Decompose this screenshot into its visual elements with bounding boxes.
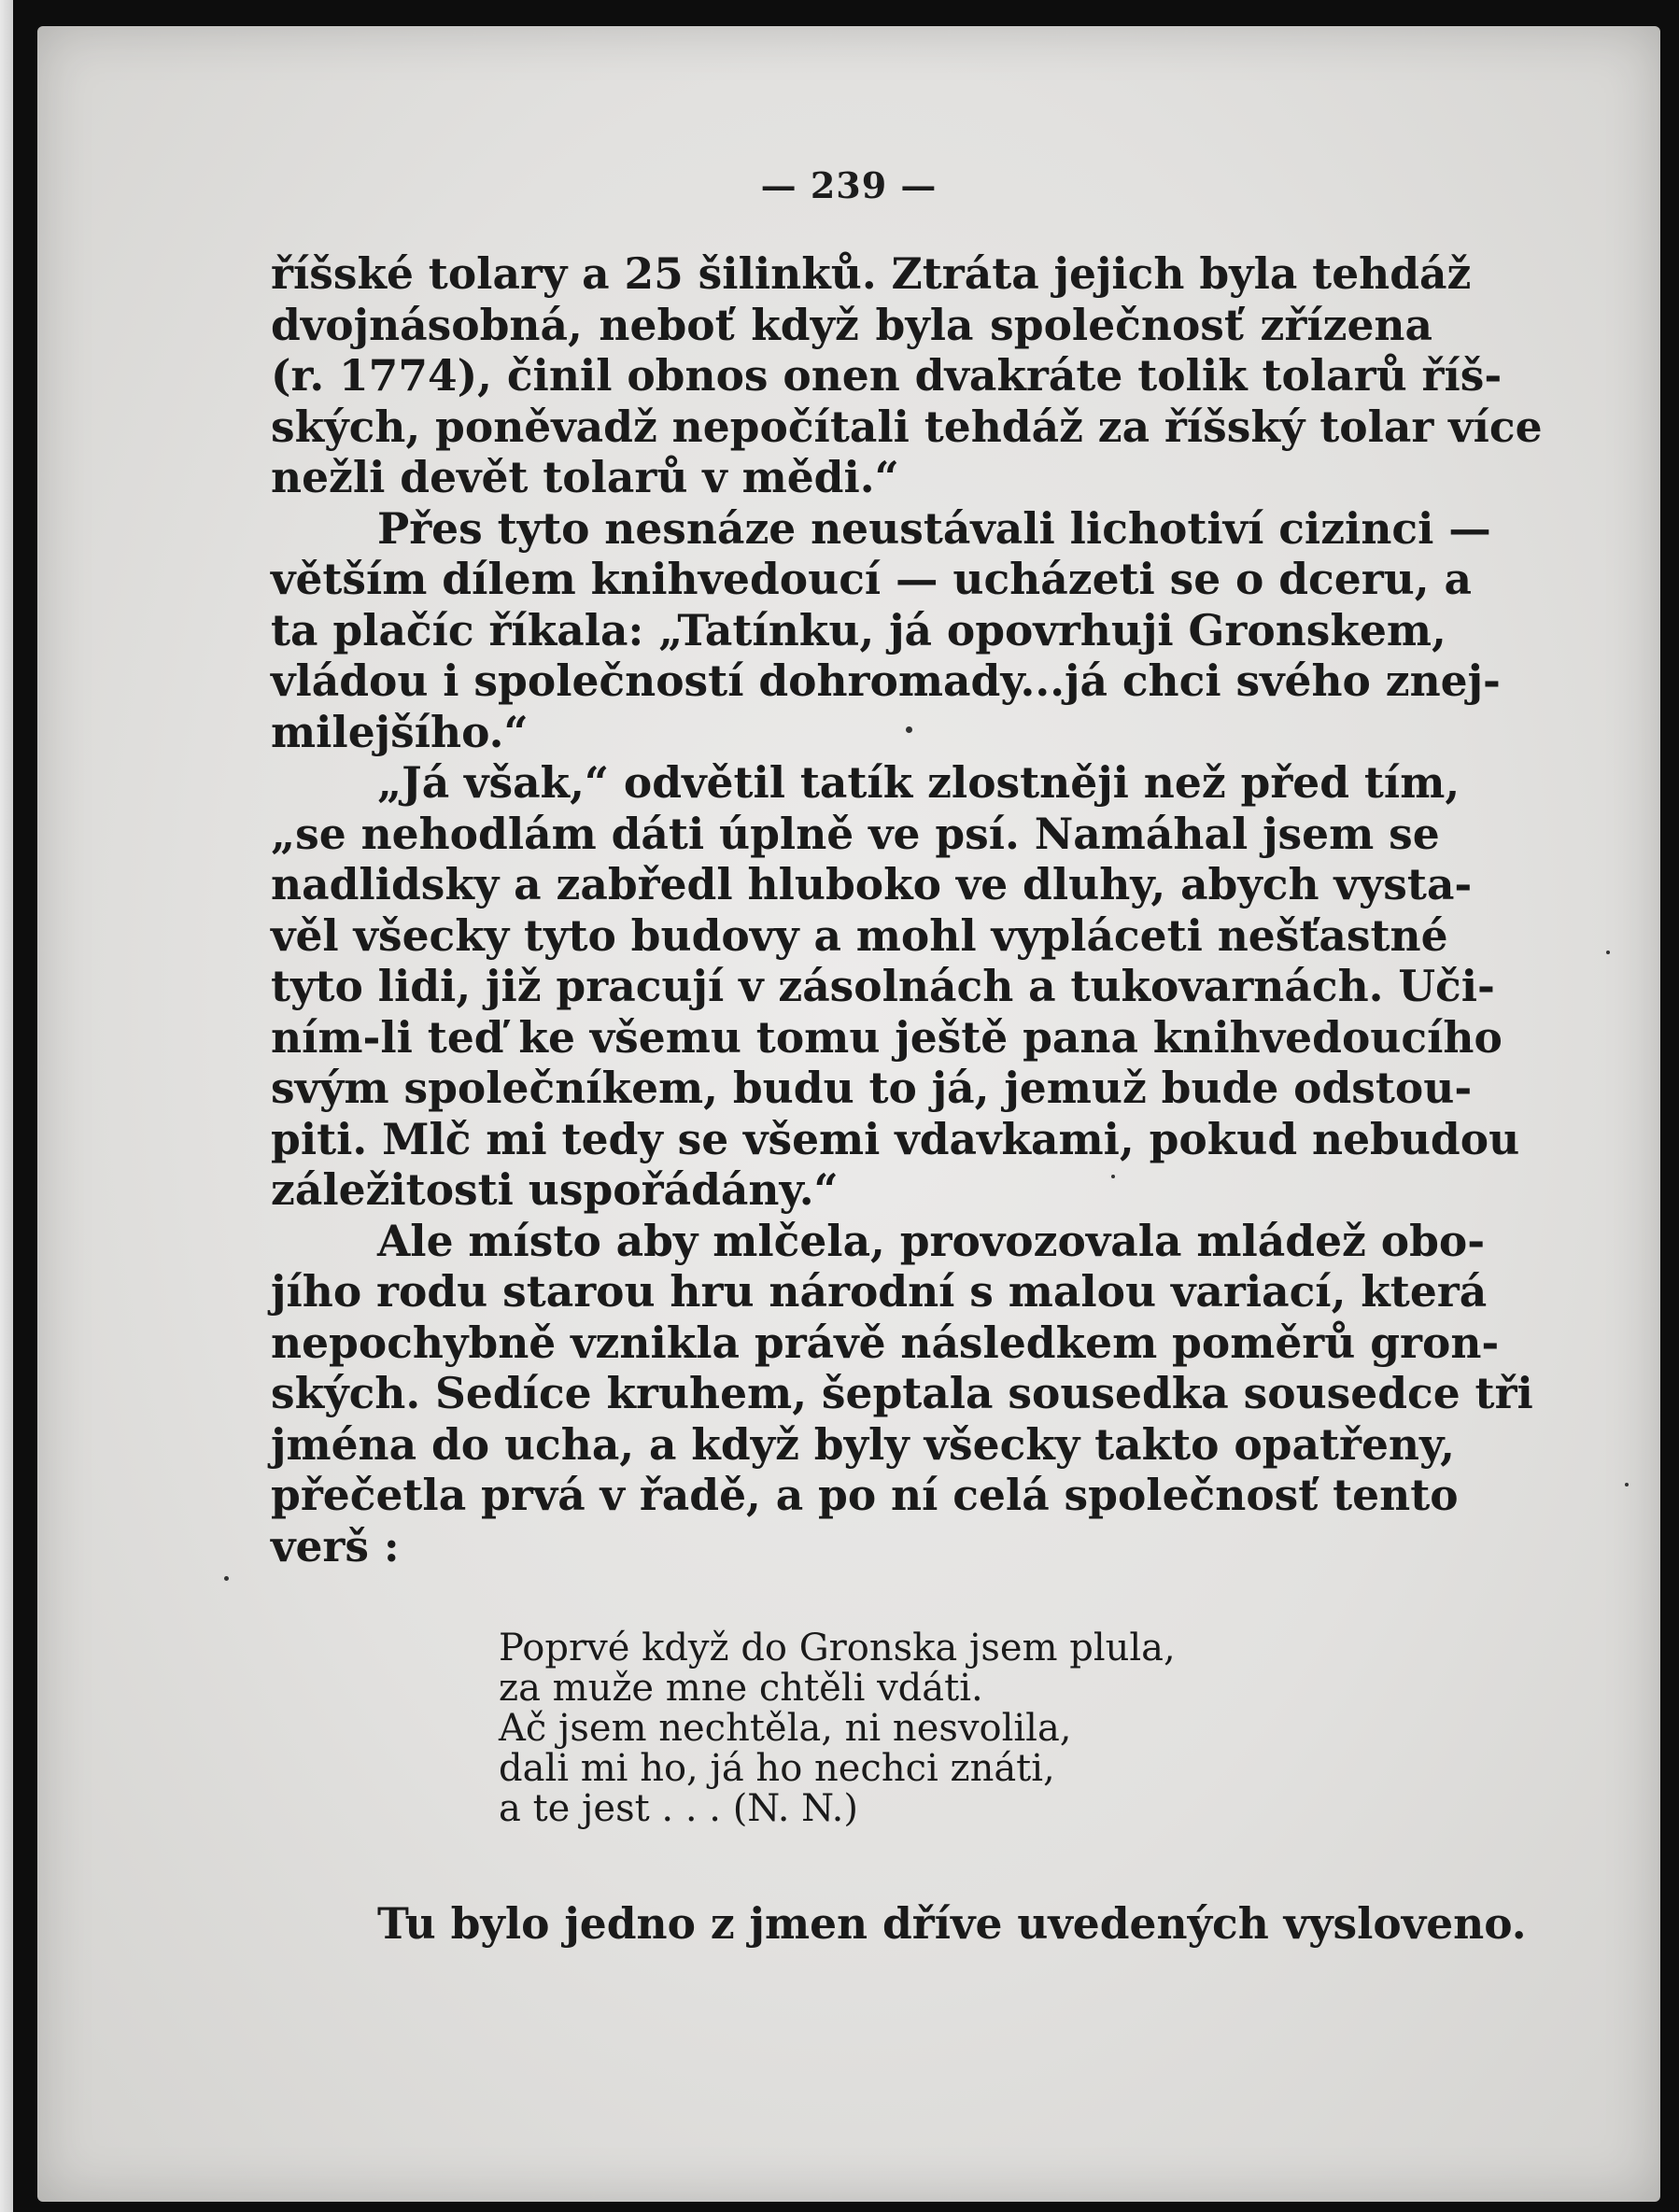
text-line: „Já však,“ odvětil tatík zlostněji než před tím, (377, 757, 1460, 808)
page-number: — 239 — (760, 164, 938, 206)
poem-line: Poprvé když do Gronska jsem plula, (499, 1627, 1176, 1670)
scan-speck (1606, 951, 1610, 954)
text-line: verš : (271, 1520, 400, 1571)
paragraph (271, 502, 1501, 758)
paragraph (271, 248, 1543, 503)
closing-line: Tu bylo jedno z jmen dříve uvedených vysloveno. (377, 1898, 1527, 1949)
text-line: vládou i společností dohromady...já chci svého znej- (271, 655, 1501, 706)
text-line: ním-li teď ke všemu tomu ještě pana knihvedoucího (271, 1011, 1503, 1063)
text-line: větším dílem knihvedoucí — ucházeti se o dceru, a (271, 554, 1472, 604)
text-line: Ale místo aby mlčela, provozovala mládež obo- (377, 1215, 1486, 1266)
text-line: jména do ucha, a když byly všecky takto opatřeny, (271, 1418, 1455, 1470)
text-line: jího rodu starou hru národní s malou variací, která (271, 1266, 1488, 1317)
paragraph (271, 757, 1520, 1216)
poem-block (499, 1628, 1176, 1829)
text-line: dvojnásobná, neboť když byla společnosť zřízena (271, 299, 1432, 350)
text-line: ských, poněvadž nepočítali tehdáž za říšský tolar více (271, 401, 1543, 452)
adjacent-page-edge (0, 0, 13, 2212)
poem-line: dali mi ho, já ho nechci znáti, (499, 1747, 1055, 1790)
text-line: přečetla prvá v řadě, a po ní celá společnosť tento (271, 1470, 1459, 1520)
poem-line: Ač jsem nechtěla, ni nesvolila, (499, 1707, 1072, 1750)
text-line: piti. Mlč mi tedy se všemi vdavkami, pokud nebudou (271, 1113, 1520, 1164)
scan-speck (1625, 1483, 1629, 1486)
text-line: nežli devět tolarů v mědi.“ (271, 452, 899, 502)
text-line: říšské tolary a 25 šilinků. Ztráta jejich byla tehdáž (271, 248, 1472, 299)
text-line: nadlidsky a zabředl hluboko ve dluhy, abych vysta- (271, 859, 1473, 909)
text-line: ta plačíc říkala: „Tatínku, já opovrhuji Gronskem, (271, 604, 1446, 655)
scan-speck (224, 1576, 229, 1581)
text-line: svým společníkem, budu to já, jemuž bude odstou- (271, 1063, 1473, 1113)
text-line: ských. Sedíce kruhem, šeptala sousedka sousedce tři (271, 1368, 1533, 1418)
text-line: nepochybně vznikla právě následkem poměrů gron- (271, 1317, 1500, 1368)
body-text (271, 248, 1543, 1571)
text-line: milejšího.“ (271, 706, 529, 757)
text-line: (r. 1774), činil obnos onen dvakráte tolik tolarů říš- (271, 350, 1503, 401)
text-line: záležitosti uspořádány.“ (271, 1164, 839, 1215)
book-page (37, 26, 1660, 2202)
text-line: tyto lidi, již pracují v zásolnách a tukovarnách. Uči- (271, 961, 1495, 1011)
poem-line: a te jest . . . (N. N.) (499, 1787, 858, 1830)
text-line: Přes tyto nesnáze neustávali lichotiví cizinci — (377, 502, 1491, 554)
poem-line: za muže mne chtěli vdáti. (499, 1667, 983, 1710)
paragraph (271, 1215, 1533, 1572)
text-line: „se nehodlám dáti úplně ve psí. Namáhal jsem se (271, 808, 1440, 859)
scan-speck (1111, 1175, 1115, 1178)
scan-speck (906, 726, 912, 733)
text-line: věl všecky tyto budovy a mohl vypláceti nešťastné (271, 909, 1448, 961)
